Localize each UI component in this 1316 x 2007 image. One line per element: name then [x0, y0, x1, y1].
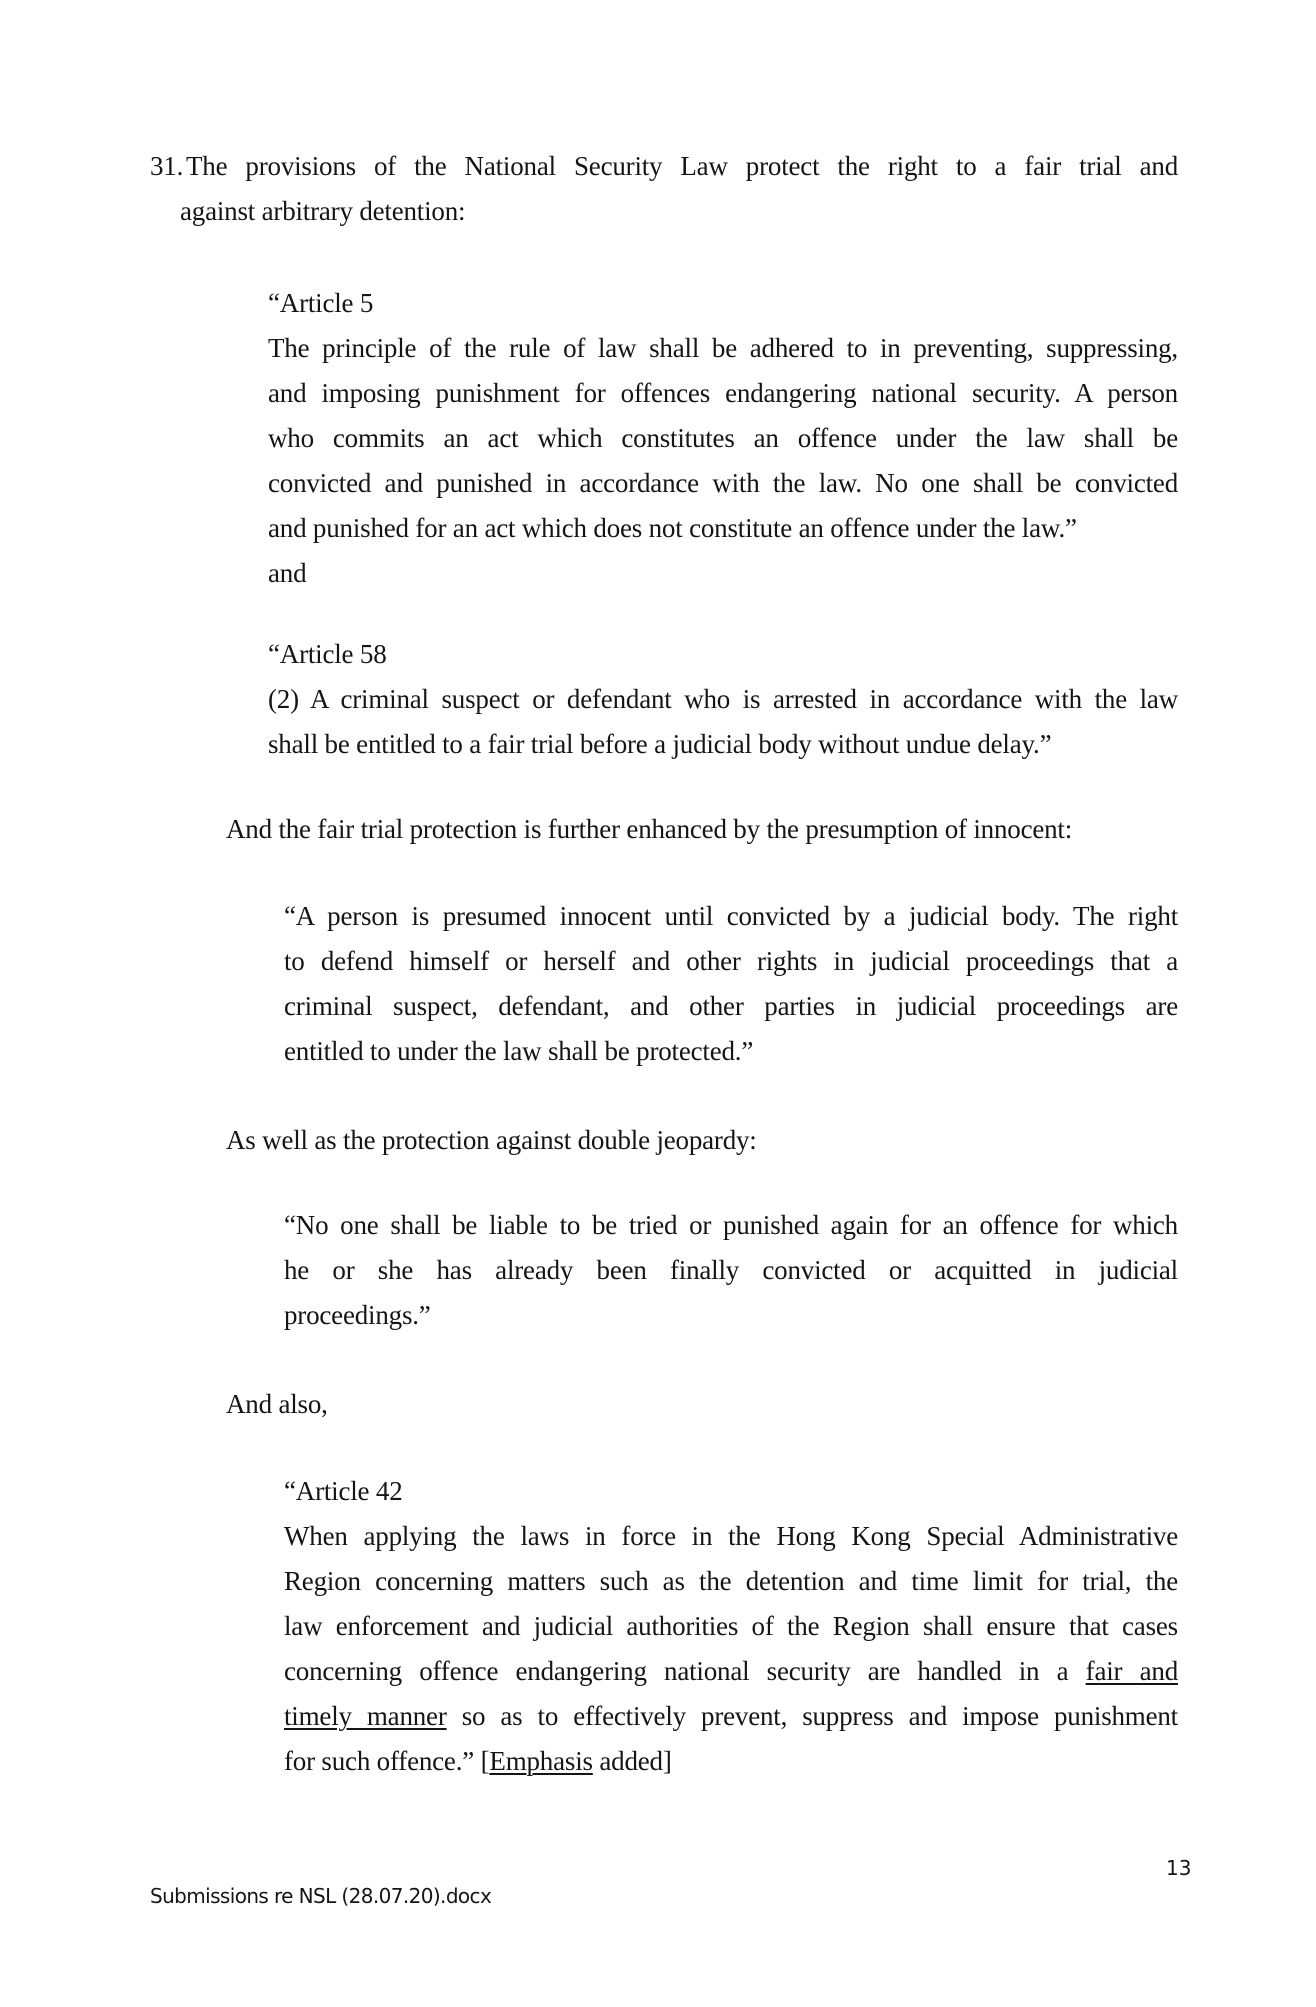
transition-double-jeopardy: As well as the protection against double jeopardy: [226, 1125, 757, 1155]
transition-presumption: And the fair trial protection is further enhanced by the presumption of innocent: [226, 814, 1073, 844]
paragraph-intro-line1: The provisions of the National Security Law protect the right to a fair trial and [186, 151, 1178, 181]
article5-connector-and: and [268, 558, 307, 588]
article42-heading: “Article 42 [284, 1476, 403, 1506]
article42-line [284, 1700, 1178, 1732]
article58-line: (2) A criminal suspect or defendant who is arrested in accordance with the law [268, 684, 1178, 714]
double-jeopardy-quote-line: proceedings.” [284, 1300, 431, 1330]
article42-line4-text: concerning offence endangering national security are handled in a [284, 1656, 1086, 1686]
transition-also: And also, [226, 1389, 328, 1419]
article58-heading: “Article 58 [268, 639, 387, 669]
article42-line6-text: for such offence.” [ [284, 1746, 490, 1776]
page-number: 13 [1166, 1856, 1192, 1880]
article42-line: Region concerning matters such as the detention and time limit for trial, the [284, 1566, 1178, 1596]
double-jeopardy-quote-line: “No one shall be liable to be tried or punished again for an offence for which [284, 1210, 1178, 1240]
presumption-quote-line: criminal suspect, defendant, and other parties in judicial proceedings are [284, 991, 1178, 1021]
footer-filename: Submissions re NSL (28.07.20).docx [150, 1884, 492, 1908]
article5-heading: “Article 5 [268, 288, 374, 318]
presumption-quote-line: “A person is presumed innocent until convicted by a judicial body. The right [284, 901, 1178, 931]
article5-line: and punished for an act which does not constitute an offence under the law.” [268, 513, 1077, 543]
article42-line: When applying the laws in force in the Hong Kong Special Administrative [284, 1521, 1178, 1551]
article5-line: who commits an act which constitutes an offence under the law shall be [268, 423, 1178, 453]
presumption-quote-line: entitled to under the law shall be protected.” [284, 1036, 754, 1066]
article42-line: law enforcement and judicial authorities of the Region shall ensure that cases [284, 1611, 1178, 1641]
emphasis-label: Emphasis [489, 1746, 593, 1776]
paragraph-intro-line2: against arbitrary detention: [180, 196, 466, 226]
emphasis-fair-and: fair and [1085, 1656, 1178, 1686]
article42-line [284, 1745, 672, 1777]
emphasis-timely-manner: timely manner [284, 1701, 447, 1731]
article5-line: The principle of the rule of law shall be adhered to in preventing, suppressing, [268, 333, 1178, 363]
double-jeopardy-quote-line: he or she has already been finally convicted or acquitted in judicial [284, 1255, 1178, 1285]
article42-line5-text: so as to effectively prevent, suppress and impose punishment [446, 1701, 1178, 1731]
article42-line6-suffix: added] [592, 1746, 672, 1776]
presumption-quote-line: to defend himself or herself and other rights in judicial proceedings that a [284, 946, 1178, 976]
paragraph-number: 31. [150, 151, 184, 181]
article58-line: shall be entitled to a fair trial before a judicial body without undue delay.” [268, 729, 1052, 759]
article42-line [284, 1655, 1178, 1687]
article5-line: and imposing punishment for offences endangering national security. A person [268, 378, 1178, 408]
article5-line: convicted and punished in accordance with the law. No one shall be convicted [268, 468, 1178, 498]
